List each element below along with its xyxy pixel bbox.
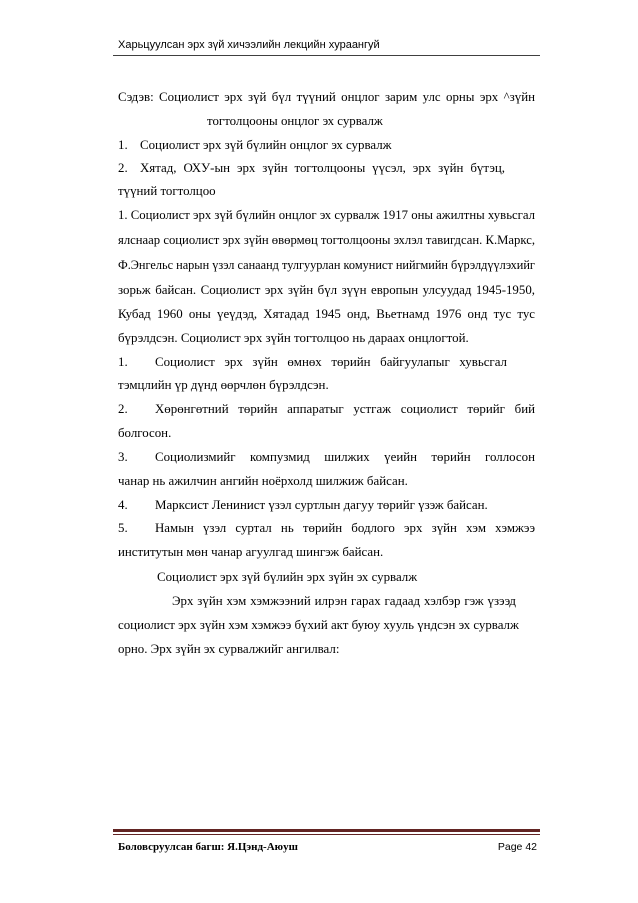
- feature-number: 2.: [118, 402, 128, 416]
- paragraph-line: Эрх зүйн хэм хэмжээний илрэн гарах гадаад хэлбэр гэж үзээд: [172, 594, 516, 608]
- footer-divider-thin: [113, 834, 540, 835]
- feature-item-text: Марксист Ленинист үзэл суртлын дагуу төрийг үзэж байсан.: [155, 498, 488, 512]
- paragraph-line: Ф.Энгельс нарын үзэл санаанд тулгуурлан комунист нийгмийн бүрэлдүүлэхийг: [118, 258, 535, 272]
- paragraph-line: Кубад 1960 оны үеүдэд, Хятадад 1945 онд, Вьетнамд 1976 онд тус тус: [118, 307, 535, 321]
- topic-line: Сэдэв: Социолист эрх зүй бүл түүний онцлог зарим улс орны эрх ^зүйн: [118, 90, 535, 104]
- page-number: Page 42: [497, 841, 537, 853]
- feature-item-text: чанар нь ажилчин ангийн ноёрхолд шилжиж байсан.: [118, 474, 408, 488]
- feature-item-text: Намын үзэл суртал нь төрийн бодлого эрх зүйн хэм хэмжээ: [155, 521, 535, 535]
- outline-item-text: түүний тогтолцоо: [118, 184, 216, 198]
- footer-author: Боловсруулсан багш: Я.Цэнд-Аюуш: [118, 841, 298, 853]
- feature-item-text: Социолизмийг компузмид шилжих үеийн төрийн голлосон: [155, 450, 535, 464]
- footer-divider-thick: [113, 829, 540, 832]
- paragraph-line: 1. Социолист эрх зүй бүлийн онцлог эх сурвалж 1917 оны ажилтны хувьсгал: [118, 208, 536, 222]
- paragraph-line: зорьж байсан. Социолист эрх зүйн бүл зүүн европын улсуудад 1945-1950,: [118, 283, 535, 297]
- outline-number: 2.: [118, 161, 128, 175]
- feature-item-text: Социолист эрх зүйн өмнөх төрийн байгуулапыг хувьсгал: [155, 355, 507, 369]
- feature-item-text: институтын мөн чанар агуулгад шингэж байсан.: [118, 545, 384, 559]
- feature-number: 5.: [118, 521, 128, 535]
- section-heading: Социолист эрх зүй бүлийн эрх зүйн эх сурвалж: [157, 570, 418, 584]
- running-header-title: Харьцуулсан эрх зүй хичээлийн лекцийн хураангуй: [118, 39, 380, 51]
- feature-number: 3.: [118, 450, 128, 464]
- feature-item-text: болгосон.: [118, 426, 172, 440]
- header-divider: [113, 55, 540, 56]
- feature-item-text: тэмцлийн үр дүнд өөрчлөн бүрэлдсэн.: [118, 378, 329, 392]
- feature-number: 4.: [118, 498, 128, 512]
- topic-line: тогтолцооны онцлог эх сурвалж: [207, 114, 383, 128]
- feature-item-text: Хөрөнгөтний төрийн аппаратыг устгаж социолист төрийг бий: [155, 402, 535, 416]
- paragraph-line: ялснаар социолист эрх зүйн өвөрмөц тогтолцооны эхлэл тавигдсан. К.Маркс,: [118, 233, 536, 247]
- outline-item-text: Социолист эрх зүй бүлийн онцлог эх сурвалж: [140, 138, 392, 152]
- outline-item-text: Хятад, ОХУ-ын эрх зүйн тогтолцооны үүсэл, эрх зүйн бүтэц,: [140, 161, 505, 175]
- paragraph-line: бүрэлдсэн. Социолист эрх зүйн тогтолцоо нь дараах онцлогтой.: [118, 331, 469, 345]
- outline-number: 1.: [118, 138, 128, 152]
- paragraph-line: орно. Эрх зүйн эх сурвалжийг ангилвал:: [118, 642, 340, 656]
- paragraph-line: социолист эрх зүйн хэм хэмжээ бүхий акт буюу хууль үндсэн эх сурвалж: [118, 618, 519, 632]
- feature-number: 1.: [118, 355, 128, 369]
